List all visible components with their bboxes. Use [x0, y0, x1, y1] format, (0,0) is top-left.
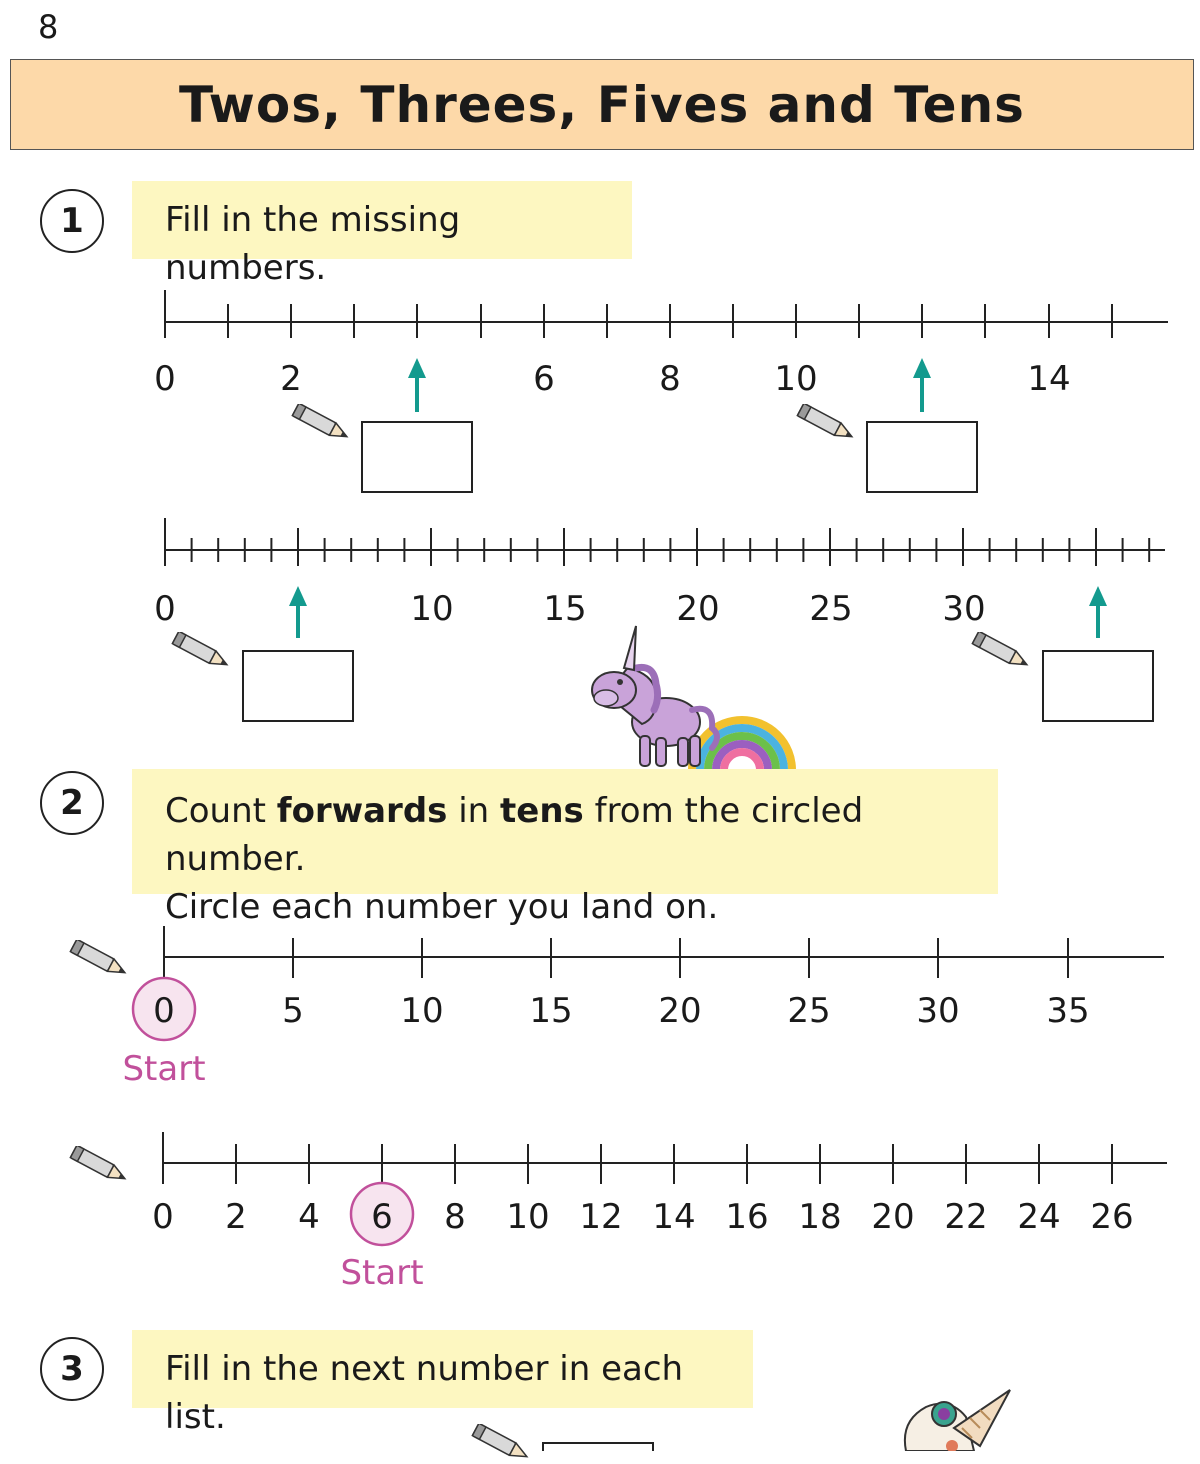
number-label[interactable]: 35 — [1046, 991, 1090, 1031]
pencil-icon — [168, 632, 238, 672]
question-number-3: 3 — [40, 1337, 104, 1401]
ticks — [165, 290, 1112, 338]
number-label: 6 — [533, 359, 555, 399]
ticks — [165, 518, 1149, 566]
arrow-up-icon — [408, 358, 426, 412]
pencil-icon — [968, 632, 1038, 672]
number-label[interactable]: 15 — [529, 991, 573, 1031]
rainbow-illustration — [692, 720, 792, 770]
question-2-instruction — [132, 769, 998, 927]
instruction-text: Count forwards in tens from the circled number. — [165, 791, 864, 879]
question-number-1: 1 — [40, 189, 104, 253]
start-number: 0 — [153, 991, 175, 1031]
number-label[interactable]: 10 — [506, 1197, 550, 1237]
answer-box[interactable] — [542, 1442, 654, 1451]
number-label: 14 — [1027, 359, 1071, 399]
page-title: Twos, Threes, Fives and Tens — [179, 75, 1025, 134]
emphasis-tens: tens — [500, 791, 584, 831]
answer-box[interactable] — [242, 650, 354, 722]
arrow-up-icon — [1089, 586, 1107, 638]
unicorn-illustration — [584, 624, 808, 772]
answer-box[interactable] — [866, 421, 978, 493]
number-label: 30 — [942, 589, 986, 629]
answer-box[interactable] — [361, 421, 473, 493]
title-bar — [10, 59, 1194, 150]
number-label: 8 — [659, 359, 681, 399]
number-label: 0 — [154, 359, 176, 399]
number-label[interactable]: 5 — [282, 991, 304, 1031]
number-label: 15 — [543, 589, 587, 629]
page-number: 8 — [38, 8, 59, 46]
number-label: 25 — [809, 589, 853, 629]
pencil-icon — [468, 1424, 538, 1464]
number-label[interactable]: 0 — [152, 1197, 174, 1237]
number-label: 2 — [280, 359, 302, 399]
instruction-text-line-2: Circle each number you land on. — [165, 887, 719, 927]
pencil-icon — [288, 404, 358, 444]
arrow-up-icon — [913, 358, 931, 412]
number-label[interactable]: 14 — [652, 1197, 696, 1237]
number-label: 10 — [774, 359, 818, 399]
number-label[interactable]: 8 — [444, 1197, 466, 1237]
number-label[interactable]: 12 — [579, 1197, 623, 1237]
number-label[interactable]: 18 — [798, 1197, 842, 1237]
number-label[interactable]: 10 — [400, 991, 444, 1031]
number-line-q2b — [0, 1126, 1200, 1306]
number-label[interactable]: 4 — [298, 1197, 320, 1237]
number-label: 10 — [410, 589, 454, 629]
start-label: Start — [122, 1049, 206, 1089]
start-number: 6 — [371, 1197, 393, 1237]
number-label[interactable]: 30 — [916, 991, 960, 1031]
number-label[interactable]: 24 — [1017, 1197, 1061, 1237]
number-label[interactable]: 20 — [871, 1197, 915, 1237]
number-line-q1a — [0, 280, 1200, 420]
number-label[interactable]: 20 — [658, 991, 702, 1031]
number-label[interactable]: 16 — [725, 1197, 769, 1237]
number-label[interactable]: 26 — [1090, 1197, 1134, 1237]
unicorn-illustration — [898, 1388, 1016, 1451]
instruction-text: Fill in the missing numbers. — [165, 200, 461, 288]
instruction-text: Fill in the next number in each list. — [165, 1349, 684, 1437]
number-label[interactable]: 25 — [787, 991, 831, 1031]
answer-box[interactable] — [1042, 650, 1154, 722]
ticks — [163, 1132, 1112, 1184]
question-3-instruction — [132, 1330, 753, 1437]
question-1-instruction — [132, 181, 632, 288]
number-line-q2a — [0, 920, 1200, 1100]
number-label: 0 — [154, 589, 176, 629]
number-label[interactable]: 2 — [225, 1197, 247, 1237]
emphasis-forwards: forwards — [276, 791, 448, 831]
arrow-up-icon — [289, 586, 307, 638]
number-label: 20 — [676, 589, 720, 629]
start-label: Start — [340, 1253, 424, 1293]
pencil-icon — [793, 404, 863, 444]
number-label[interactable]: 22 — [944, 1197, 988, 1237]
ticks — [164, 926, 1068, 978]
question-number-2: 2 — [40, 771, 104, 835]
